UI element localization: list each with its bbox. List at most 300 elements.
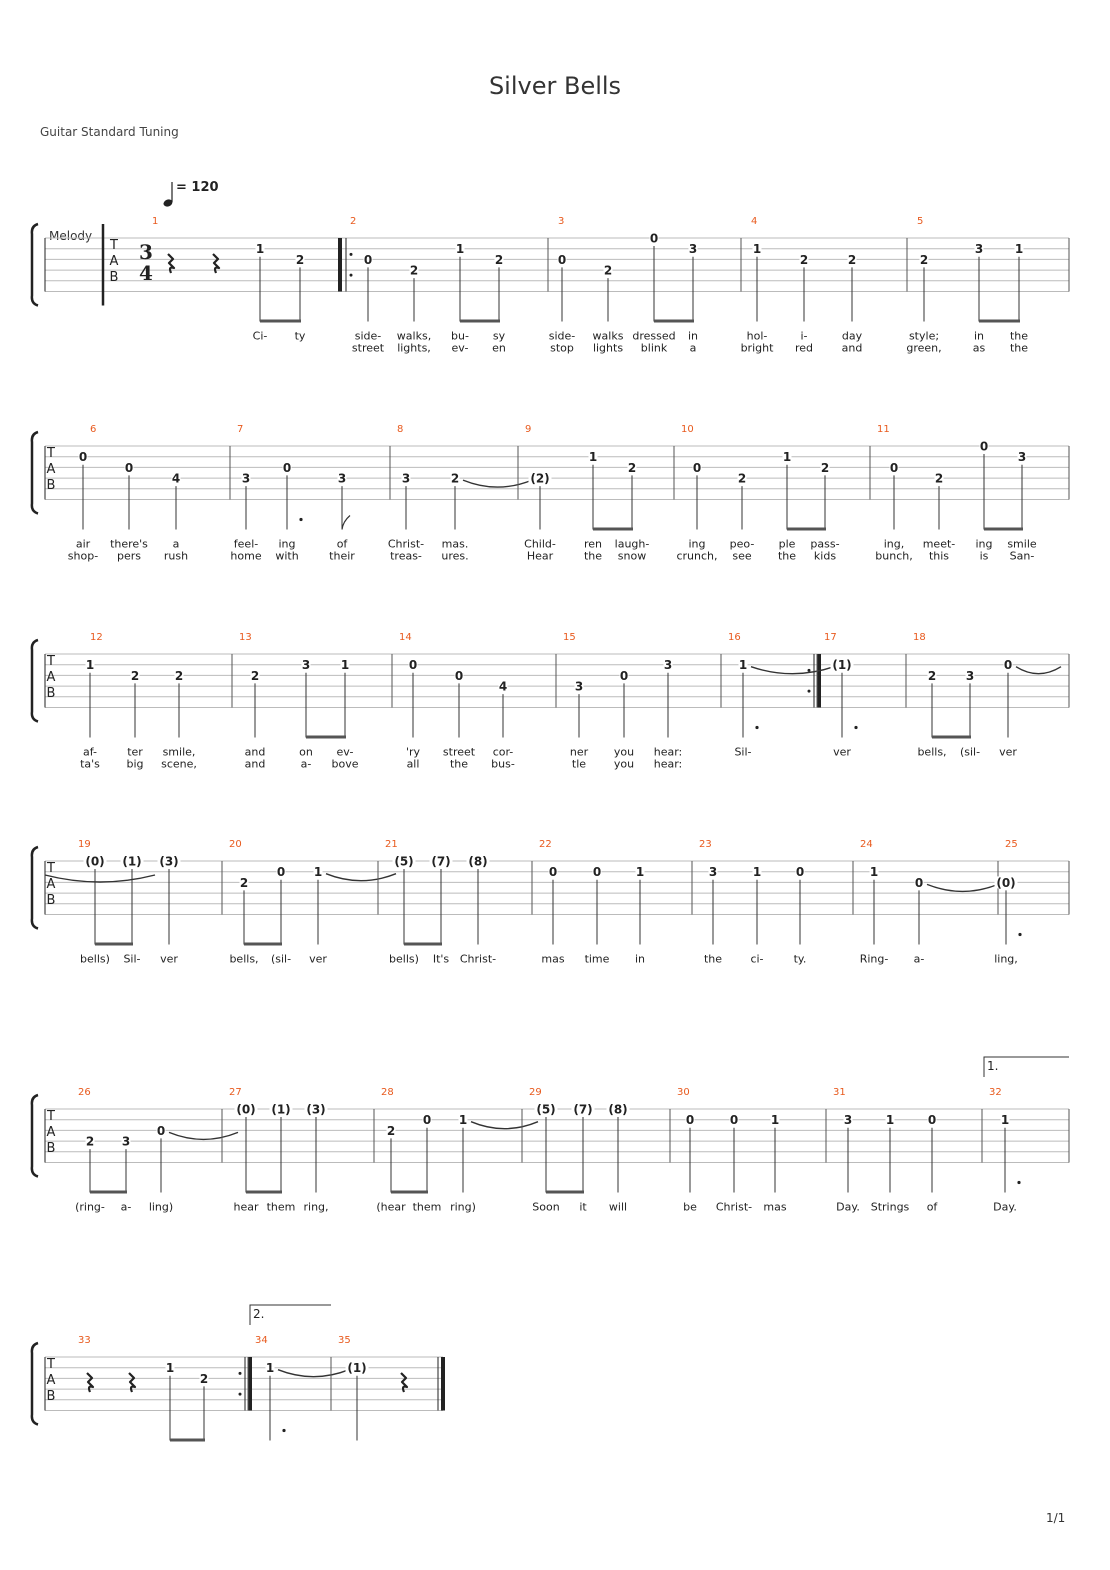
duration-dot <box>299 518 302 521</box>
fret-number: 0 <box>282 460 292 475</box>
lyric-syllable: ing, <box>883 537 905 551</box>
fret-number: 0 <box>156 1123 166 1138</box>
note-beam <box>170 1439 205 1442</box>
tie-arc <box>45 875 155 882</box>
duration-dot <box>282 1429 285 1432</box>
lyric-syllable: ver <box>999 745 1017 759</box>
fret-number: 1 <box>782 450 792 465</box>
fret-number: 0 <box>979 439 989 454</box>
lyric-syllable: Ring- <box>859 952 889 966</box>
lyric-syllable: smile <box>1007 537 1037 551</box>
fret-number: 0 <box>649 231 659 246</box>
lyric-syllable: the <box>1009 341 1029 355</box>
lyric-syllable: you <box>613 745 635 759</box>
measure-number: 25 <box>1005 839 1018 850</box>
lyric-syllable: ures. <box>441 549 469 563</box>
tab-clef-letter: A <box>46 670 56 685</box>
tab-clef-letter: B <box>109 270 119 285</box>
fret-number: (3) <box>306 1102 326 1117</box>
lyric-syllable: hear: <box>653 745 683 759</box>
fret-number: 3 <box>1017 450 1027 465</box>
fret-number: 1 <box>885 1113 895 1128</box>
lyric-syllable: bright <box>740 341 774 355</box>
lyric-syllable: i- <box>800 329 808 343</box>
fret-number: 0 <box>927 1113 937 1128</box>
lyric-syllable: Child- <box>524 537 556 551</box>
measure-number: 34 <box>255 1335 268 1346</box>
fret-number: 2 <box>847 252 857 267</box>
lyric-syllable: en <box>492 341 506 355</box>
lyric-syllable: bells) <box>389 952 419 966</box>
fret-number: 1 <box>165 1361 175 1376</box>
fret-number: 2 <box>799 252 809 267</box>
lyric-syllable: Soon <box>532 1200 560 1214</box>
measure-number: 14 <box>399 632 412 643</box>
fret-number: 2 <box>239 875 249 890</box>
fret-number: 3 <box>708 865 718 880</box>
staff-system <box>32 432 1069 531</box>
lyric-syllable: bu- <box>451 329 469 343</box>
repeat-dot <box>239 1393 242 1396</box>
lyric-syllable: ver <box>160 952 178 966</box>
fret-number: 1 <box>752 242 762 257</box>
fret-number: (1) <box>347 1361 367 1376</box>
staff-system <box>32 1305 443 1442</box>
lyric-syllable: hear: <box>653 757 683 771</box>
lyric-syllable: kids <box>813 549 837 563</box>
lyric-syllable: Hear <box>526 549 554 563</box>
lyric-syllable: a <box>172 537 180 551</box>
tab-clef-letter: T <box>110 238 118 253</box>
lyric-syllable: ing <box>975 537 993 551</box>
lyric-syllable: will <box>608 1200 628 1214</box>
staff-system <box>32 847 1069 946</box>
fret-number: 0 <box>124 460 134 475</box>
tie-arc <box>326 874 396 881</box>
tab-clef-letter: A <box>46 462 56 477</box>
fret-number: 2 <box>737 471 747 486</box>
tab-clef-letter: A <box>46 1125 56 1140</box>
lyric-syllable: all <box>406 757 420 771</box>
fret-number: (1) <box>271 1102 291 1117</box>
tie-arc <box>751 667 834 674</box>
measure-number: 11 <box>877 424 890 435</box>
tab-clef-letter: A <box>46 1373 56 1388</box>
note-beam <box>244 943 282 946</box>
volta-label: 1. <box>987 1059 999 1073</box>
repeat-dot <box>808 669 811 672</box>
lyric-syllable: Day. <box>993 1200 1017 1214</box>
fret-number: 3 <box>965 668 975 683</box>
eighth-flag <box>342 516 350 530</box>
page-number: 1/1 <box>1046 1511 1066 1525</box>
note-beam <box>306 736 346 739</box>
tab-clef-letter: B <box>46 1141 56 1156</box>
fret-number: 2 <box>199 1371 209 1386</box>
lyric-syllable: a- <box>913 952 925 966</box>
measure-number: 13 <box>239 632 252 643</box>
fret-number: 1 <box>588 450 598 465</box>
song-title: Silver Bells <box>488 72 622 100</box>
fret-number: 0 <box>422 1113 432 1128</box>
lyric-syllable: the <box>777 549 797 563</box>
lyric-syllable: in <box>973 329 985 343</box>
tie-arc <box>471 1122 538 1129</box>
note-beam <box>979 320 1020 323</box>
lyric-syllable: ling) <box>148 1200 174 1214</box>
lyric-syllable: on <box>299 745 313 759</box>
lyric-syllable: ing <box>688 537 706 551</box>
measure-number: 19 <box>78 839 91 850</box>
time-signature-bottom: 4 <box>139 261 153 285</box>
lyric-syllable: ev- <box>451 341 469 355</box>
lyric-syllable: pers <box>116 549 142 563</box>
fret-number: 2 <box>919 252 929 267</box>
lyric-syllable: as <box>972 341 986 355</box>
measure-number: 16 <box>728 632 741 643</box>
fret-number: 3 <box>974 242 984 257</box>
lyric-syllable: lights, <box>397 341 431 355</box>
lyric-syllable: side- <box>548 329 576 343</box>
lyric-syllable: bells, <box>229 952 259 966</box>
lyric-syllable: style; <box>908 329 940 343</box>
fret-number: 3 <box>574 679 584 694</box>
note-beam <box>546 1191 584 1194</box>
fret-number: 0 <box>692 460 702 475</box>
lyric-syllable: street <box>442 745 476 759</box>
lyric-syllable: and <box>841 341 863 355</box>
fret-number: 2 <box>250 668 260 683</box>
lyric-syllable: Sil- <box>123 952 141 966</box>
staff-system <box>32 1057 1069 1194</box>
tab-clef-letter: B <box>46 686 56 701</box>
lyric-syllable: the <box>583 549 603 563</box>
lyric-syllable: lights <box>592 341 624 355</box>
fret-number: 2 <box>627 460 637 475</box>
lyric-syllable: af- <box>83 745 97 759</box>
fret-number: 0 <box>619 668 629 683</box>
measure-number: 6 <box>90 424 97 435</box>
lyric-syllable: Christ- <box>715 1200 753 1214</box>
fret-number: (0) <box>85 854 105 869</box>
fret-number: 1 <box>340 658 350 673</box>
system-bracket <box>32 1343 38 1425</box>
measure-number: 12 <box>90 632 103 643</box>
fret-number: 3 <box>121 1134 131 1149</box>
fret-number: 2 <box>450 471 460 486</box>
system-bracket <box>32 432 38 514</box>
fret-number: (7) <box>573 1102 593 1117</box>
lyric-syllable: ple <box>778 537 796 551</box>
duration-dot <box>1017 1181 1020 1184</box>
lyric-syllable: (sil- <box>270 952 292 966</box>
system-bracket <box>32 1095 38 1177</box>
measure-number: 5 <box>917 216 924 227</box>
measure-number: 30 <box>677 1087 690 1098</box>
lyric-syllable: of <box>336 537 348 551</box>
lyric-syllable: side- <box>354 329 382 343</box>
fret-number: 2 <box>603 263 613 278</box>
measure-number: 27 <box>229 1087 242 1098</box>
tie-arc <box>169 1132 238 1139</box>
repeat-dot <box>350 253 353 256</box>
lyric-syllable: day <box>841 329 863 343</box>
measure-number: 24 <box>860 839 873 850</box>
fret-number: 0 <box>548 865 558 880</box>
measure-number: 26 <box>78 1087 91 1098</box>
lyric-syllable: laugh- <box>614 537 650 551</box>
fret-number: 1 <box>1000 1113 1010 1128</box>
lyric-syllable: ren <box>583 537 603 551</box>
tab-clef-letter: T <box>47 1357 55 1372</box>
lyric-syllable: Christ- <box>459 952 497 966</box>
fret-number: 1 <box>265 1361 275 1376</box>
lyric-syllable: ev- <box>336 745 354 759</box>
duration-dot <box>854 726 857 729</box>
lyric-syllable: cor- <box>492 745 514 759</box>
measure-number: 4 <box>751 216 758 227</box>
repeat-dot <box>350 274 353 277</box>
lyric-syllable: of <box>926 1200 938 1214</box>
lyric-syllable: their <box>329 549 355 563</box>
lyric-syllable: in <box>634 952 646 966</box>
system-bracket <box>32 224 38 306</box>
lyric-syllable: (hear <box>376 1200 406 1214</box>
note-beam <box>593 528 633 531</box>
fret-number: (0) <box>996 875 1016 890</box>
lyric-syllable: rush <box>163 549 189 563</box>
lyric-syllable: crunch, <box>676 549 718 563</box>
fret-number: (1) <box>122 854 142 869</box>
lyric-syllable: Ci- <box>252 329 268 343</box>
lyric-syllable: green, <box>906 341 942 355</box>
staff-system <box>32 224 1069 323</box>
lyric-syllable: street <box>351 341 385 355</box>
fret-number: 0 <box>363 252 373 267</box>
note-beam <box>932 736 971 739</box>
lyric-syllable: peo- <box>729 537 755 551</box>
duration-dot <box>755 726 758 729</box>
lyric-syllable: Sil- <box>734 745 752 759</box>
lyric-syllable: the <box>449 757 469 771</box>
lyric-syllable: It's <box>432 952 450 966</box>
lyric-syllable: treas- <box>390 549 422 563</box>
lyric-syllable: is <box>979 549 989 563</box>
measure-number: 31 <box>833 1087 846 1098</box>
lyric-syllable: meet- <box>922 537 956 551</box>
measure-number: 35 <box>338 1335 351 1346</box>
fret-number: (8) <box>608 1102 628 1117</box>
lyric-syllable: them <box>412 1200 442 1214</box>
measure-number: 33 <box>78 1335 91 1346</box>
note-beam <box>246 1191 282 1194</box>
lyric-syllable: stop <box>550 341 574 355</box>
lyric-syllable: there's <box>110 537 148 551</box>
note-beam <box>95 943 133 946</box>
note-beam <box>984 528 1023 531</box>
lyric-syllable: bells) <box>80 952 110 966</box>
lyric-syllable: big <box>126 757 144 771</box>
tab-clef-letter: T <box>47 861 55 876</box>
note-beam <box>460 320 500 323</box>
tab-clef-letter: T <box>47 446 55 461</box>
fret-number: 2 <box>174 668 184 683</box>
tab-clef-letter: A <box>46 877 56 892</box>
lyric-syllable: mas <box>541 952 565 966</box>
volta-label: 2. <box>253 1307 265 1321</box>
tab-clef-letter: A <box>109 254 119 269</box>
fret-number: 2 <box>820 460 830 475</box>
lyric-syllable: ci- <box>750 952 764 966</box>
tab-clef-letter: B <box>46 1389 56 1404</box>
lyric-syllable: 'ry <box>405 745 421 759</box>
system-bracket <box>32 847 38 929</box>
tuning-label: Guitar Standard Tuning <box>40 125 179 139</box>
measure-number: 28 <box>381 1087 394 1098</box>
repeat-dot <box>808 690 811 693</box>
lyric-syllable: blink <box>640 341 668 355</box>
measure-number: 9 <box>525 424 532 435</box>
lyric-syllable: pass- <box>810 537 840 551</box>
lyric-syllable: smile, <box>162 745 196 759</box>
fret-number: (0) <box>236 1102 256 1117</box>
fret-number: (3) <box>159 854 179 869</box>
lyric-syllable: be <box>683 1200 697 1214</box>
fret-number: 3 <box>337 471 347 486</box>
fret-number: 1 <box>85 658 95 673</box>
lyric-syllable: ring) <box>450 1200 476 1214</box>
repeat-dot <box>239 1372 242 1375</box>
lyric-syllable: time <box>584 952 610 966</box>
fret-number: 2 <box>494 252 504 267</box>
system-bracket <box>32 640 38 722</box>
measure-number: 15 <box>563 632 576 643</box>
fret-number: 3 <box>241 471 251 486</box>
measure-number: 3 <box>558 216 565 227</box>
fret-number: 1 <box>738 658 748 673</box>
fret-number: 0 <box>276 865 286 880</box>
tie-arc <box>278 1370 349 1377</box>
tie-arc <box>1016 667 1061 674</box>
lyric-syllable: in <box>687 329 699 343</box>
fret-number: 1 <box>1014 242 1024 257</box>
fret-number: 2 <box>386 1123 396 1138</box>
fret-number: 0 <box>795 865 805 880</box>
staff-system <box>32 640 1069 739</box>
lyric-syllable: walks, <box>396 329 432 343</box>
lyric-syllable: you <box>613 757 635 771</box>
fret-number: 3 <box>401 471 411 486</box>
lyric-syllable: home <box>230 549 262 563</box>
fret-number: 3 <box>688 242 698 257</box>
lyric-syllable: the <box>1009 329 1029 343</box>
fret-number: 1 <box>255 242 265 257</box>
measure-number: 17 <box>824 632 837 643</box>
lyric-syllable: ver <box>309 952 327 966</box>
lyric-syllable: a- <box>300 757 312 771</box>
lyric-syllable: scene, <box>161 757 197 771</box>
tab-clef-letter: T <box>47 1109 55 1124</box>
lyric-syllable: bunch, <box>875 549 913 563</box>
tab-clef-letter: T <box>47 654 55 669</box>
fret-number: 3 <box>843 1113 853 1128</box>
fret-number: 0 <box>78 450 88 465</box>
lyric-syllable: Strings <box>870 1200 910 1214</box>
note-beam <box>654 320 694 323</box>
measure-number: 8 <box>397 424 404 435</box>
lyric-syllable: ty. <box>793 952 807 966</box>
lyric-syllable: ner <box>569 745 589 759</box>
fret-number: 0 <box>592 865 602 880</box>
fret-number: 1 <box>313 865 323 880</box>
fret-number: 1 <box>752 865 762 880</box>
lyric-syllable: air <box>75 537 91 551</box>
lyric-syllable: snow <box>617 549 647 563</box>
fret-number: 1 <box>770 1113 780 1128</box>
fret-number: 4 <box>171 471 181 486</box>
lyric-syllable: walks <box>592 329 624 343</box>
lyric-syllable: sy <box>492 329 506 343</box>
measure-number: 2 <box>350 216 357 227</box>
note-beam <box>391 1191 428 1194</box>
fret-number: 1 <box>458 1113 468 1128</box>
fret-number: 1 <box>455 242 465 257</box>
fret-number: (7) <box>431 854 451 869</box>
lyric-syllable: a <box>689 341 697 355</box>
time-signature-top: 3 <box>139 240 153 264</box>
tempo-marking: = 120 <box>176 180 219 195</box>
lyric-syllable: them <box>266 1200 296 1214</box>
lyric-syllable: ing <box>278 537 296 551</box>
lyric-syllable: bus- <box>491 757 515 771</box>
track-name: Melody <box>49 229 93 243</box>
fret-number: 3 <box>663 658 673 673</box>
measure-number: 23 <box>699 839 712 850</box>
fret-number: 2 <box>130 668 140 683</box>
measure-number: 18 <box>913 632 926 643</box>
measure-number: 21 <box>385 839 398 850</box>
lyric-syllable: red <box>794 341 814 355</box>
measure-number: 20 <box>229 839 242 850</box>
fret-number: 2 <box>409 263 419 278</box>
lyric-syllable: hol- <box>746 329 768 343</box>
lyric-syllable: ling, <box>994 952 1018 966</box>
fret-number: 2 <box>927 668 937 683</box>
lyric-syllable: the <box>703 952 723 966</box>
fret-number: (5) <box>536 1102 556 1117</box>
measure-number: 1 <box>152 216 159 227</box>
lyric-syllable: (ring- <box>75 1200 105 1214</box>
note-beam <box>404 943 442 946</box>
fret-number: 0 <box>408 658 418 673</box>
lyric-syllable: bove <box>331 757 359 771</box>
fret-number: 1 <box>869 865 879 880</box>
measure-number: 29 <box>529 1087 542 1098</box>
tie-arc <box>927 884 998 891</box>
measure-number: 10 <box>681 424 694 435</box>
tab-clef-letter: B <box>46 478 56 493</box>
lyric-syllable: mas. <box>441 537 469 551</box>
fret-number: 3 <box>301 658 311 673</box>
fret-number: 0 <box>914 875 924 890</box>
tie-arc <box>463 480 532 487</box>
lyric-syllable: tle <box>571 757 587 771</box>
lyric-syllable: ver <box>833 745 851 759</box>
fret-number: 2 <box>85 1134 95 1149</box>
measure-number: 7 <box>237 424 244 435</box>
fret-number: 0 <box>454 668 464 683</box>
fret-number: 0 <box>889 460 899 475</box>
